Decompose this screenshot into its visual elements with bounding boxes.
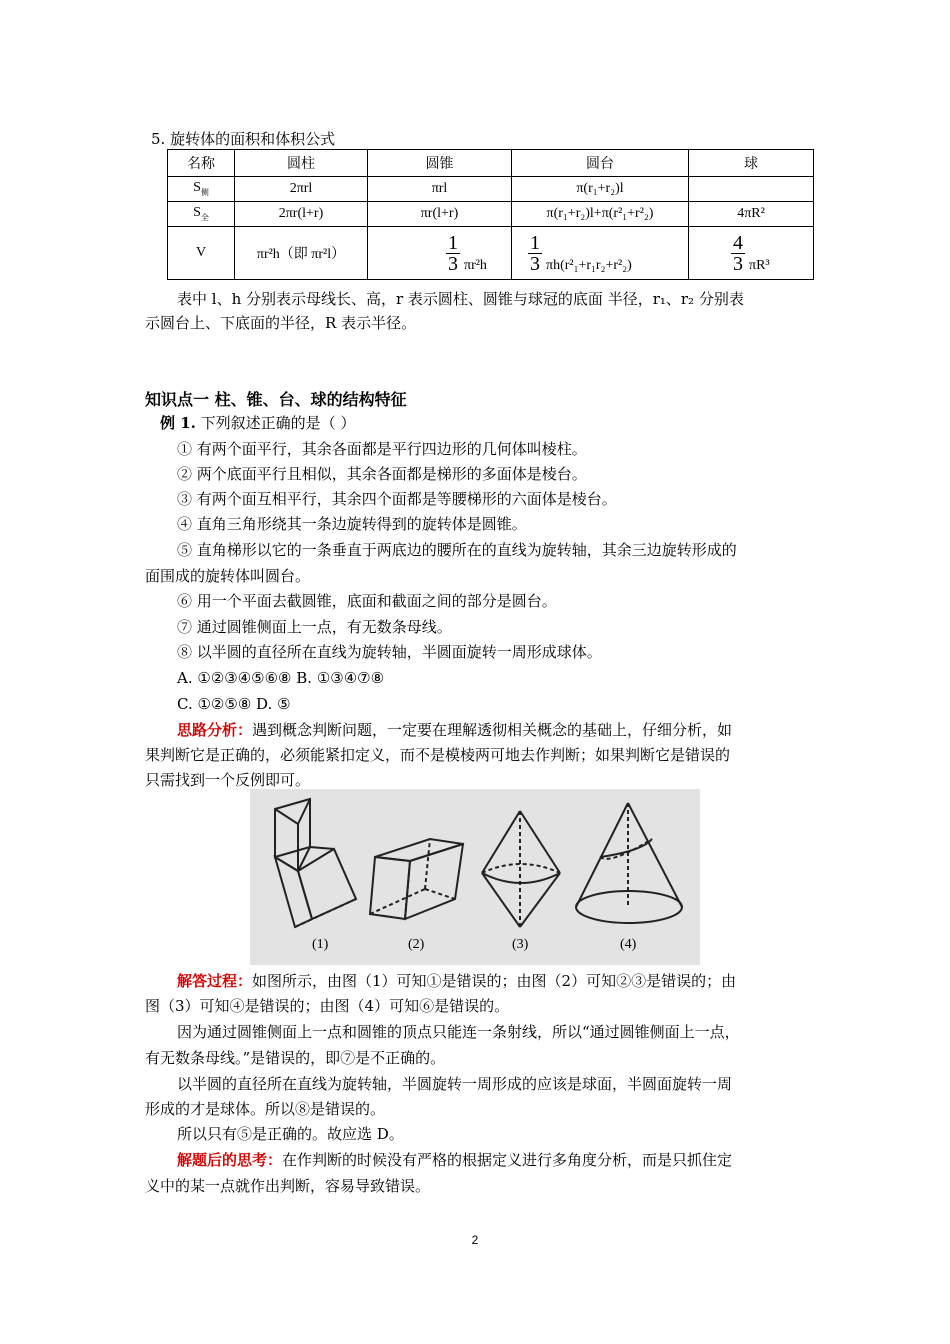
row-label-sub: 全: [200, 212, 209, 222]
solution-line-5: 以半圆的直径所在直线为旋转轴，半圆旋转一周形成的应该是球面，半圆面旋转一周: [177, 1075, 733, 1093]
cell-cylinder: πr²h（即 πr²l）: [235, 227, 368, 280]
header-frustum: 圆台: [512, 150, 689, 177]
reflection-text: 在作判断的时候没有严格的根据定义进行多角度分析，而是只抓住定: [282, 1151, 733, 1169]
row-lateral-area: [168, 177, 814, 202]
figure-label: (3): [512, 937, 529, 952]
label-cell: [168, 202, 235, 227]
cell-sphere: [689, 227, 814, 280]
reflection-line-2: 义中的某一点就作出判断，容易导致错误。: [145, 1177, 431, 1195]
table-note-line-2: 示圆台上、下底面的半径，R 表示半径。: [145, 314, 417, 332]
row-label-sub: 侧: [200, 187, 209, 197]
solution-line-3: 因为通过圆锥侧面上一点和圆锥的顶点只能连一条射线，所以“通过圆锥侧面上一点，: [177, 1023, 740, 1041]
statement-item: ③ 有两个面互相平行，其余四个面都是等腰梯形的六面体是棱台。: [177, 490, 617, 508]
fraction-numerator: 1: [530, 231, 540, 254]
label-cell: [168, 177, 235, 202]
statement-item: ⑤ 直角梯形以它的一条垂直于两底边的腰所在的直线为旋转轴，其余三边旋转形成的: [177, 541, 737, 559]
figure-3-double-cone: [482, 811, 560, 927]
cell-cylinder: 2πr(l+r): [235, 202, 368, 227]
volume-expression: πh(r²₁+r₁r₂+r²₂): [546, 257, 632, 273]
cell-cone: πrl: [368, 177, 512, 202]
row-label: V: [168, 227, 235, 280]
row-total-area: [168, 202, 814, 227]
formula-table: [167, 149, 814, 280]
reflection-label: 解题后的思考：: [177, 1151, 283, 1169]
statement-item: ⑥ 用一个平面去截圆锥，底面和截面之间的部分是圆台。: [177, 592, 557, 610]
table-header-row: [168, 150, 814, 177]
question-text: 下列叙述正确的是（ ）: [200, 414, 356, 432]
cell-sphere: 4πR²: [689, 202, 814, 227]
header-cone: 圆锥: [368, 150, 512, 177]
figure-label: (1): [312, 937, 329, 952]
fraction-denominator: 3: [733, 252, 743, 275]
cell-frustum: π(r₁+r₂)l: [512, 177, 689, 202]
analysis-line-1: [177, 720, 732, 740]
figure-1-prisms: [275, 799, 356, 927]
table-note-line-1: 表中 l、h 分别表示母线长、高，r 表示圆柱、圆锥与球冠的底面 半径，r₁、r₂ 分别表: [177, 290, 744, 308]
analysis-line-3: 只需找到一个反例即可。: [145, 771, 311, 789]
statement-item: ④ 直角三角形绕其一条边旋转得到的旋转体是圆锥。: [177, 515, 527, 533]
solution-line-6: 形成的才是球体。所以⑧是错误的。: [145, 1100, 386, 1118]
cell-sphere: [689, 177, 814, 202]
solution-line-2: 图（3）可知④是错误的；由图（4）可知⑥是错误的。: [145, 997, 510, 1015]
example-question: [160, 413, 355, 433]
example-label: 例 1.: [160, 414, 196, 432]
cell-frustum: π(r₁+r₂)l+π(r²₁+r²₂): [512, 202, 689, 227]
solution-line-1: [177, 971, 736, 991]
header-name: 名称: [168, 150, 235, 177]
fraction: [446, 233, 460, 274]
statement-item: ⑧ 以半圆的直径所在直线为旋转轴，半圆面旋转一周形成球体。: [177, 643, 602, 661]
solution-text: 如图所示，由图（1）可知①是错误的；由图（2）可知②③是错误的；由: [252, 972, 737, 990]
fraction: [528, 233, 542, 274]
row-label: S: [193, 180, 201, 196]
fraction-denominator: 3: [448, 252, 458, 275]
fraction: [731, 233, 745, 274]
solution-line-4: 有无数条母线。”是错误的，即⑦是不正确的。: [145, 1049, 446, 1067]
statement-item-continuation: 面围成的旋转体叫圆台。: [145, 567, 311, 585]
volume-expression: πr²h: [464, 257, 487, 273]
volume-expression: πR³: [749, 257, 770, 273]
row-label: S: [193, 205, 201, 221]
figure-2-parallelepiped: [370, 839, 463, 919]
header-cylinder: 圆柱: [235, 150, 368, 177]
statement-item: ② 两个底面平行且相似，其余各面都是梯形的多面体是棱台。: [177, 465, 587, 483]
cell-cone: [368, 227, 512, 280]
answer-options-row-1: A. ①②③④⑤⑥⑧ B. ①③④⑦⑧: [177, 669, 385, 687]
page-number: 2: [471, 1233, 479, 1247]
solution-line-7: 所以只有⑤是正确的。故应选 D。: [177, 1125, 404, 1143]
analysis-text: 遇到概念判断问题，一定要在理解透彻相关概念的基础上，仔细分析，如: [252, 721, 733, 739]
answer-options-row-2: C. ①②⑤⑧ D. ⑤: [177, 695, 291, 713]
fraction-numerator: 1: [448, 231, 458, 254]
reflection-line-1: [177, 1150, 732, 1170]
section-title: 5. 旋转体的面积和体积公式: [151, 130, 336, 148]
cell-cylinder: 2πrl: [235, 177, 368, 202]
row-volume: [168, 227, 814, 280]
header-sphere: 球: [689, 150, 814, 177]
geometry-figure: [250, 789, 700, 965]
solution-label: 解答过程：: [177, 972, 253, 990]
analysis-line-2: 果判断它是正确的，必须能紧扣定义，而不是模棱两可地去作判断；如果判断它是错误的: [145, 746, 731, 764]
statement-item: ⑦ 通过圆锥侧面上一点，有无数条母线。: [177, 618, 452, 636]
cell-cone: πr(l+r): [368, 202, 512, 227]
figure-4-cone-section: [576, 803, 682, 923]
figure-label: (2): [408, 937, 425, 952]
cell-frustum: [512, 227, 689, 280]
fraction-numerator: 4: [733, 231, 743, 254]
figure-label: (4): [620, 937, 637, 952]
fraction-denominator: 3: [530, 252, 540, 275]
section-heading: 知识点一 柱、锥、台、球的结构特征: [145, 390, 407, 409]
analysis-label: 思路分析：: [177, 721, 253, 739]
statement-item: ① 有两个面平行，其余各面都是平行四边形的几何体叫棱柱。: [177, 440, 587, 458]
